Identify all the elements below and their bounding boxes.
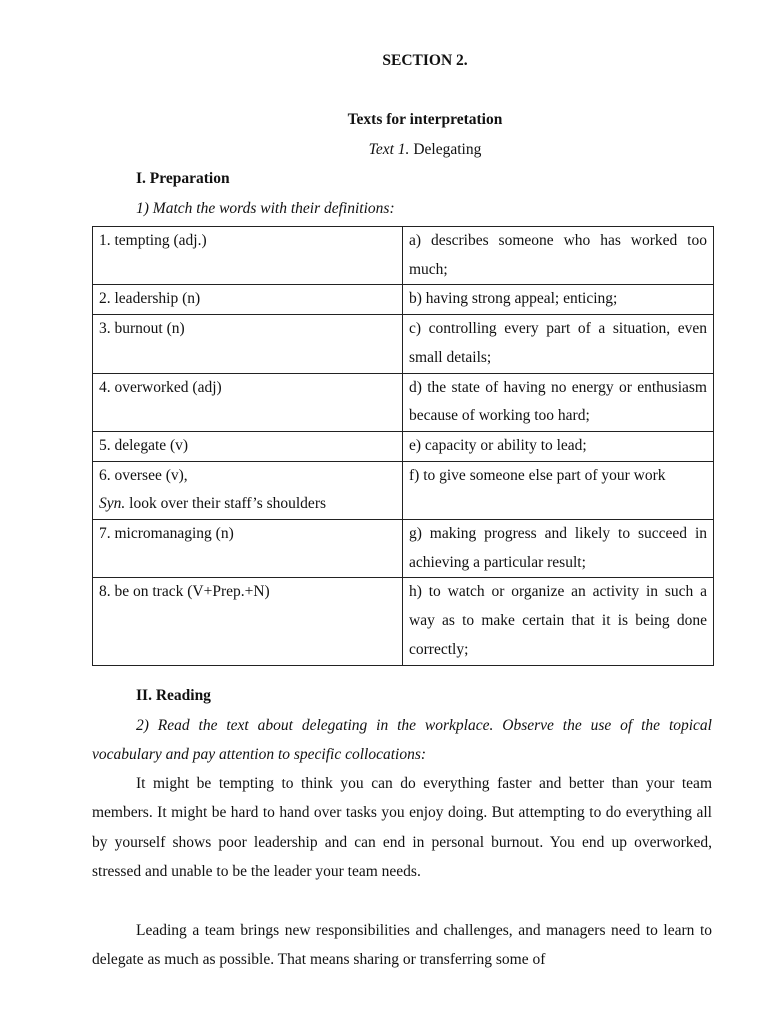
table-row — [93, 373, 714, 431]
table-row — [93, 431, 714, 461]
term-cell: 2. leadership (n) — [93, 285, 403, 315]
section-heading: SECTION 2. — [382, 52, 468, 69]
reading-heading: II. Reading — [136, 687, 211, 704]
term-text: 6. oversee (v), — [99, 466, 188, 484]
synonym-line — [99, 490, 396, 519]
text-label-title: Delegating — [413, 141, 482, 158]
synonym-text: look over their staff’s shoulders — [125, 495, 327, 513]
table-row — [93, 285, 714, 315]
definition-cell: c) controlling every part of a situation, even small details; — [403, 315, 714, 373]
term-cell: 7. micromanaging (n) — [93, 520, 403, 578]
term-cell: 8. be on track (V+Prep.+N) — [93, 578, 403, 665]
definition-cell: g) making progress and likely to succeed in achieving a particular result; — [403, 520, 714, 578]
text-label — [0, 141, 768, 159]
term-cell: 5. delegate (v) — [93, 431, 403, 461]
definition-cell: b) having strong appeal; enticing; — [403, 285, 714, 315]
term-cell: 3. burnout (n) — [93, 315, 403, 373]
reading-paragraph: It might be tempting to think you can do everything faster and better than your team members. It might be hard to hand over tasks you enjoy doing. But attempting to do everything all by yourself shows poor leadership and can end in personal burnout. You end up overworked, stressed and unable to be the leader your team needs. — [92, 775, 712, 881]
table-row — [93, 520, 714, 578]
matching-table — [92, 226, 714, 666]
table-row — [93, 461, 714, 519]
term-cell — [93, 461, 403, 519]
definition-cell: h) to watch or organize an activity in such a way as to make certain that it is being done correctly; — [403, 578, 714, 665]
preparation-task: 1) Match the words with their definitions: — [136, 200, 395, 217]
term-cell: 4. overworked (adj) — [93, 373, 403, 431]
reading-paragraph: Leading a team brings new responsibilities and challenges, and managers need to learn to delegate as much as possible. That means sharing or transferring some of — [92, 922, 712, 969]
subheading: Texts for interpretation — [347, 111, 503, 128]
table-row — [93, 578, 714, 665]
term-cell: 1. tempting (adj.) — [93, 227, 403, 285]
table-row — [93, 315, 714, 373]
definition-cell: f) to give someone else part of your work — [403, 461, 714, 519]
preparation-heading: I. Preparation — [136, 170, 230, 187]
definition-cell: d) the state of having no energy or enthusiasm because of working too hard; — [403, 373, 714, 431]
definition-cell: e) capacity or ability to lead; — [403, 431, 714, 461]
table-row — [93, 227, 714, 285]
synonym-prefix: Syn. — [99, 495, 126, 513]
text-label-prefix: Text 1. — [368, 141, 410, 158]
reading-task: 2) Read the text about delegating in the workplace. Observe the use of the topical vocabulary and pay attention to specific collocations: — [92, 717, 712, 764]
definition-cell: a) describes someone who has worked too much; — [403, 227, 714, 285]
